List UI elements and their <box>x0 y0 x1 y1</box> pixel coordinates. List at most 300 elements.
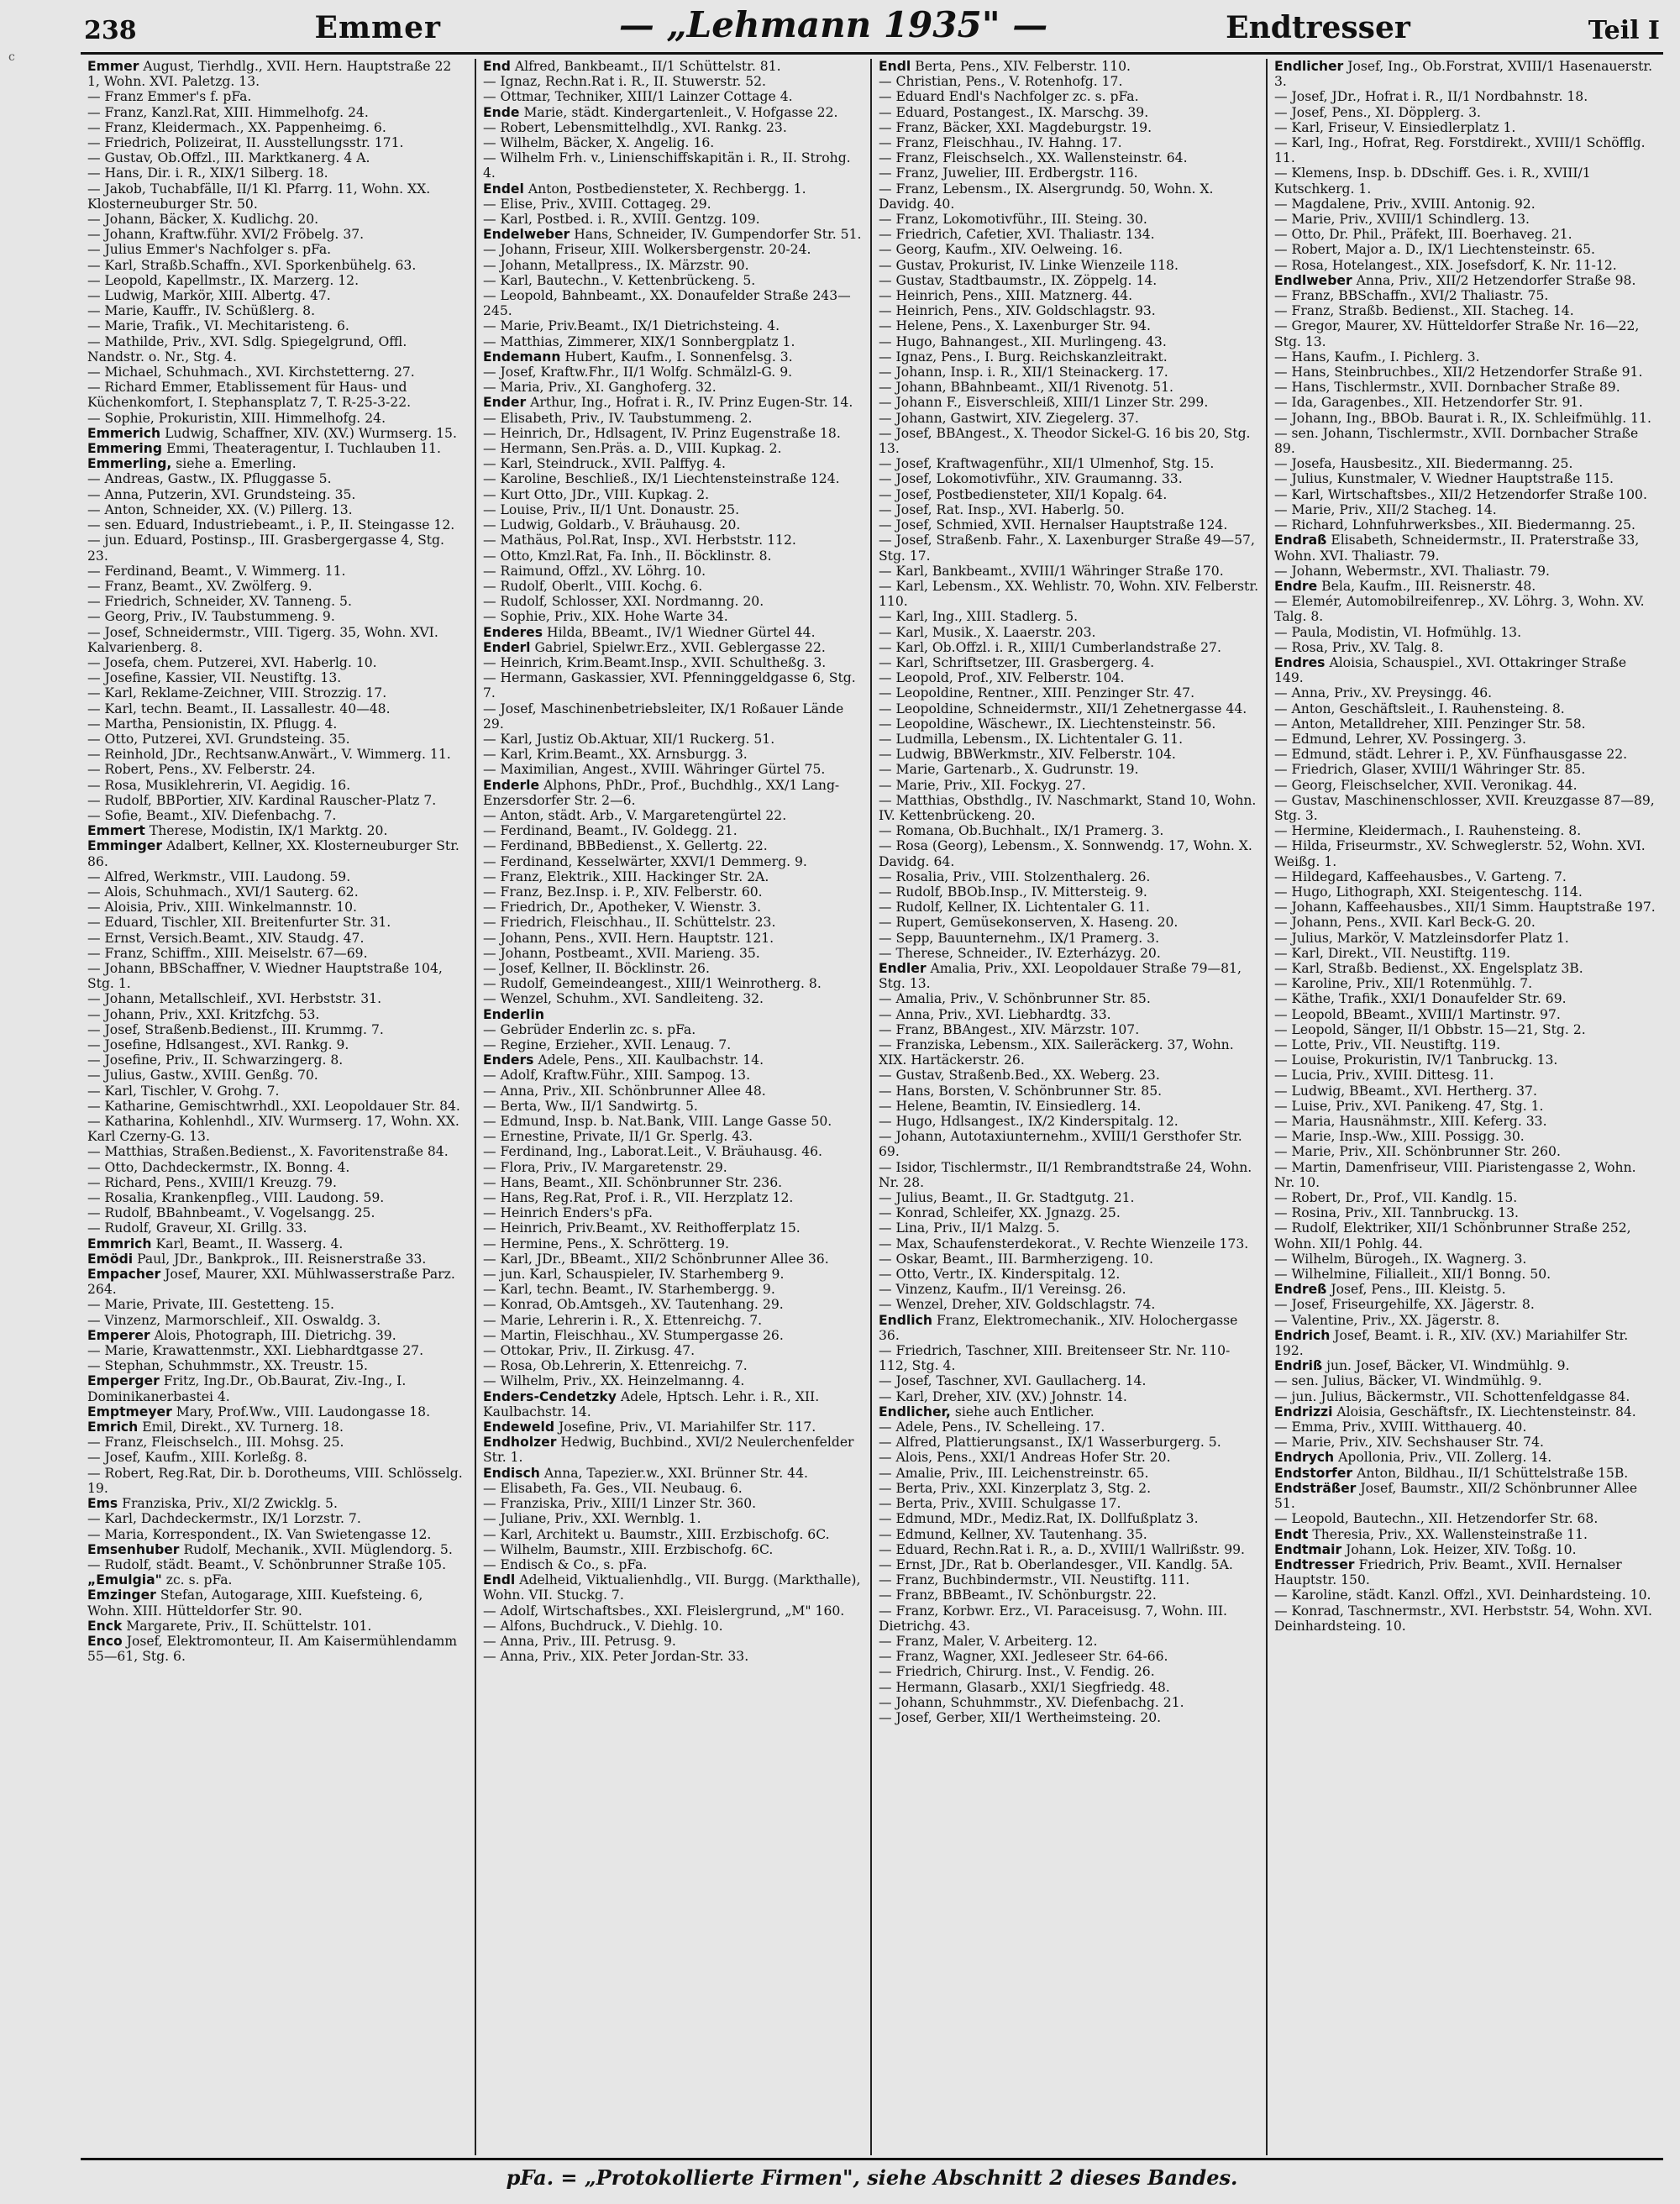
directory-entry <box>879 793 1259 823</box>
directory-entry <box>1274 227 1656 242</box>
directory-entry <box>483 1419 864 1435</box>
entry-text: — Johann F., Eisverschleiß, XIII/1 Linzer Str. 299. <box>879 395 1209 411</box>
entry-text: — Maria, Korrespondent., IX. Van Swietengasse 12. <box>87 1526 432 1542</box>
entry-text: — Edmund, städt. Lehrer i. P., XV. Fünfhausgasse 22. <box>1274 747 1628 763</box>
entry-text: — Hermann, Glasarb., XXI/1 Siegfriedg. 48. <box>879 1679 1170 1695</box>
directory-entry <box>1274 1557 1656 1587</box>
entry-text: Bela, Kaufm., III. Reisnerstr. 48. <box>1321 578 1536 594</box>
entry-text: — Klemens, Insp. b. DDschiff. Ges. i. R., XVIII/1 Kutschkerg. 1. <box>1274 165 1591 197</box>
entry-text: — Franz, BBBeamt., IV. Schönburgstr. 22. <box>879 1587 1157 1603</box>
entry-text: — Josef, Lokomotivführ., XIV. Graumanng. 33. <box>879 471 1183 487</box>
entry-text: — Franz, Beamt., XV. Zwölferg. 9. <box>87 578 312 594</box>
directory-entry <box>879 838 1259 868</box>
directory-entry <box>483 411 864 426</box>
directory-entry <box>879 1007 1259 1022</box>
entry-surname: Endraß <box>1274 533 1327 548</box>
entry-surname: Endrich <box>1274 1327 1331 1343</box>
entry-surname: Endres <box>1274 654 1326 670</box>
entry-text: — Mathilde, Priv., XVI. Sdlg. Spiegelgrund, Offl. Nandstr. o. Nr., Stg. 4. <box>87 333 407 365</box>
directory-entry <box>87 1037 468 1052</box>
directory-entry <box>879 1404 1259 1419</box>
entry-text: — Otto, Kmzl.Rat, Fa. Inh., II. Böcklinstr. 8. <box>483 548 772 564</box>
directory-entry <box>1274 931 1656 946</box>
directory-entry <box>87 915 468 930</box>
directory-entry <box>483 227 864 242</box>
entry-text: — Karoline, Beschließ., IX/1 Liechtensteinstraße 124. <box>483 471 840 487</box>
entry-surname: Endlicher <box>1274 59 1344 74</box>
directory-entry <box>879 1099 1259 1114</box>
entry-text: — Karl, techn. Beamt., II. Lassallestr. 40—48. <box>87 701 391 716</box>
entry-text: — Josef, Straßenb. Fahr., X. Laxenburger Straße 49—57, Stg. 17. <box>879 533 1255 564</box>
entry-text: — Rudolf, Elektriker, XII/1 Schönbrunner Straße 252, Wohn. XII/1 Pohlg. 44. <box>1274 1220 1631 1252</box>
entry-text: — Johann, Insp. i. R., XII/1 Steinackerg. 17. <box>879 365 1168 380</box>
entry-text: — Max, Schaufensterdekorat., V. Rechte Wienzeile 173. <box>879 1236 1249 1252</box>
entry-text: — Alfred, Plattierungsanst., IX/1 Wasserburgerg. 5. <box>879 1435 1221 1451</box>
directory-entry <box>483 1205 864 1220</box>
directory-entry <box>1274 1511 1656 1526</box>
directory-entry <box>483 1496 864 1511</box>
directory-entry <box>483 1343 864 1358</box>
directory-entry <box>879 1511 1259 1526</box>
directory-entry <box>87 869 468 884</box>
directory-entry <box>879 120 1259 135</box>
entry-text: — Georg, Fleischselcher, XVII. Veronikag. 44. <box>1274 777 1578 793</box>
directory-entry <box>483 1252 864 1267</box>
directory-entry <box>87 471 468 486</box>
entry-text: — Anton, Schneider, XX. (V.) Pillerg. 13. <box>87 501 353 517</box>
directory-entry <box>87 533 468 563</box>
entry-text: — Rudolf, Graveur, XI. Grillg. 33. <box>87 1220 307 1236</box>
header-part: Teil I <box>1588 16 1660 45</box>
entry-text: — Friedrich, Cafetier, XVI. Thaliastr. 134. <box>879 227 1155 243</box>
entry-text: — Josef, Maschinenbetriebsleiter, IX/1 Roßauer Lände 29. <box>483 701 844 732</box>
directory-entry <box>483 625 864 640</box>
entry-text: — Rudolf, Gemeindeangest., XIII/1 Weinrotherg. 8. <box>483 976 822 992</box>
directory-entry <box>1274 747 1656 762</box>
directory-entry <box>1274 640 1656 655</box>
directory-entry <box>483 273 864 288</box>
directory-entry <box>1274 1114 1656 1129</box>
entry-text: — Richard Emmer, Etablissement für Haus- und Küchenkomfort, I. Stephansplatz 7, T. R-25-3-22. <box>87 380 412 411</box>
directory-entry <box>1274 533 1656 563</box>
entry-text: — Franz, Maler, V. Arbeiterg. 12. <box>879 1633 1098 1649</box>
entry-text: — Josef, JDr., Hofrat i. R., II/1 Nordbahnstr. 18. <box>1274 89 1588 105</box>
entry-text: — Rudolf, BBahnbeamt., V. Vogelsangg. 25. <box>87 1205 375 1221</box>
entry-surname: Emperger <box>87 1373 160 1389</box>
entry-text: — Konrad, Ob.Amtsgeh., XV. Tautenhang. 29. <box>483 1297 784 1313</box>
entry-text: — Helene, Beamtin, IV. Einsiedlerg. 14. <box>879 1098 1142 1114</box>
entry-text: — Ludmilla, Lebensm., IX. Lichtentaler G. 11. <box>879 731 1184 747</box>
directory-entry <box>87 1022 468 1037</box>
entry-text: — Karl, JDr., BBeamt., XII/2 Schönbrunner Allee 36. <box>483 1251 829 1267</box>
entry-text: — Karl, Krim.Beamt., XX. Arnsburgg. 3. <box>483 747 748 763</box>
directory-entry <box>483 533 864 548</box>
entry-text: — Anna, Priv., XII. Schönbrunner Allee 48. <box>483 1083 766 1099</box>
entry-text: — Johann, Ing., BBOb. Baurat i. R., IX. Schleifmühlg. 11. <box>1274 410 1651 426</box>
entry-text: — Rosa, Musiklehrerin, VI. Aegidig. 16. <box>87 777 351 793</box>
entry-text: — Karl, Ob.Offzl. i. R., XIII/1 Cumberlandstraße 27. <box>879 639 1221 655</box>
entry-text: Alfred, Bankbeamt., II/1 Schüttelstr. 81. <box>514 59 781 74</box>
entry-text: — Flora, Priv., IV. Margaretenstr. 29. <box>483 1159 727 1175</box>
directory-entry <box>87 120 468 135</box>
directory-entry <box>879 747 1259 762</box>
entry-text: — Ludwig, BBWerkmstr., XIV. Felberstr. 104. <box>879 747 1176 763</box>
entry-surname: Ems <box>87 1496 118 1512</box>
entry-surname: Endler <box>879 960 927 976</box>
directory-entry <box>483 1511 864 1526</box>
column-4 <box>1268 59 1663 2155</box>
entry-text: — Alois, Pens., XXI/1 Andreas Hofer Str. 20. <box>879 1450 1171 1466</box>
entry-text: — Leopold, Prof., XIV. Felberstr. 104. <box>879 670 1125 686</box>
directory-entry <box>1274 487 1656 502</box>
entry-text: — Marie, Trafik., VI. Mechitaristeng. 6. <box>87 318 349 334</box>
directory-entry <box>1274 273 1656 288</box>
entry-surname: Enderes <box>483 624 543 640</box>
directory-entry <box>483 1220 864 1236</box>
entry-text: Adele, Pens., XII. Kaulbachstr. 14. <box>538 1052 764 1068</box>
directory-entry <box>1274 701 1656 716</box>
directory-entry <box>879 227 1259 242</box>
directory-entry <box>87 1634 468 1664</box>
directory-entry <box>483 1527 864 1542</box>
entry-text: — Franz, Wagner, XXI. Jedleseer Str. 64-66. <box>879 1649 1168 1665</box>
entry-text: — Heinrich, Pens., XIV. Goldschlagstr. 93. <box>879 303 1156 319</box>
entry-text: — Karl, Steindruck., XVII. Palffyg. 4. <box>483 456 726 472</box>
directory-entry <box>483 991 864 1006</box>
entry-surname: Endstorfer <box>1274 1465 1353 1481</box>
directory-entry <box>879 1220 1259 1236</box>
directory-entry <box>87 594 468 609</box>
entry-text: — Amalia, Priv., V. Schönbrunner Str. 85. <box>879 991 1151 1007</box>
directory-entry <box>483 395 864 410</box>
entry-text: — Marie, Gartenarb., X. Gudrunstr. 19. <box>879 762 1139 778</box>
directory-entry <box>879 1313 1259 1343</box>
entry-text: — Hans, Beamt., XII. Schönbrunner Str. 236. <box>483 1174 783 1190</box>
directory-entry <box>87 1466 468 1496</box>
directory-entry <box>483 1007 864 1022</box>
margin-mark: c <box>8 50 15 64</box>
entry-text: — Ottokar, Priv., II. Zirkusg. 47. <box>483 1343 696 1359</box>
directory-entry <box>483 1144 864 1159</box>
directory-entry <box>1274 105 1656 120</box>
directory-entry <box>879 1252 1259 1267</box>
entry-text: — Josef, Kraftwagenführ., XII/1 Ulmenhof, Stg. 15. <box>879 456 1215 472</box>
entry-text: — Berta, Ww., II/1 Sandwirtg. 5. <box>483 1098 698 1114</box>
entry-text: — Alois, Schuhmach., XVI/1 Sauterg. 62. <box>87 884 359 900</box>
directory-entry <box>1274 1084 1656 1099</box>
directory-entry <box>1274 976 1656 991</box>
directory-entry <box>87 685 468 701</box>
entry-text: — Katharine, Gemischtwrhdl., XXI. Leopoldauer Str. 84. <box>87 1098 460 1114</box>
entry-text: — Karl, Reklame-Zeichner, VIII. Strozzig. 17. <box>87 685 387 701</box>
directory-entry <box>879 426 1259 456</box>
entry-text: — Karl, Bankbeamt., XVIII/1 Währinger Straße 170. <box>879 563 1224 579</box>
entry-text: — Marie, Krawattenmstr., XXI. Liebhardtgasse 27. <box>87 1343 424 1359</box>
entry-text: — Leopold, BBeamt., XVIII/1 Martinstr. 97. <box>1274 1006 1561 1022</box>
entry-text: — Gustav, Stadtbaumstr., IX. Zöppelg. 14. <box>879 272 1158 288</box>
directory-entry <box>879 931 1259 946</box>
entry-text: — Valentine, Priv., XX. Jägerstr. 8. <box>1274 1312 1500 1328</box>
directory-entry <box>87 212 468 227</box>
entry-text: — Leopoldine, Rentner., XIII. Penzinger Str. 47. <box>879 685 1195 701</box>
entry-text: — Michael, Schuhmach., XVI. Kirchstetterng. 27. <box>87 365 415 380</box>
entry-text: — Franz, Fleischselch., XX. Wallensteinstr. 64. <box>879 150 1188 166</box>
entry-surname: „Emulgia" <box>87 1572 162 1588</box>
entry-text: — Hermine, Pens., X. Schrötterg. 19. <box>483 1236 729 1252</box>
entry-text: — Gustav, Ob.Offzl., III. Marktkanerg. 4 A. <box>87 150 370 166</box>
entry-surname: Ende <box>483 104 520 120</box>
directory-entry <box>1274 991 1656 1006</box>
entry-text: — Eduard Endl's Nachfolger zc. s. pFa. <box>879 89 1139 105</box>
directory-entry <box>483 1052 864 1068</box>
directory-entry <box>483 1099 864 1114</box>
entry-text: — Maria, Hausnähmstr., XIII. Keferg. 33. <box>1274 1114 1547 1130</box>
entry-text: — Gustav, Maschinenschlosser, XVII. Kreuzgasse 87—89, Stg. 3. <box>1274 792 1655 823</box>
directory-entry <box>1274 625 1656 640</box>
directory-entry <box>483 1557 864 1572</box>
entry-surname: Emödi <box>87 1251 134 1267</box>
entry-text: — Franz, Juwelier, III. Erdbergstr. 116. <box>879 165 1138 181</box>
footer-note: pFa. = „Protokollierte Firmen", siehe Abschnitt 2 dieses Bandes. <box>506 2165 1238 2190</box>
directory-entry <box>879 1664 1259 1679</box>
entry-surname: Enders <box>483 1052 534 1068</box>
entry-text: — Edmund, MDr., Mediz.Rat, IX. Dollfußplatz 3. <box>879 1511 1199 1527</box>
directory-entry <box>87 655 468 670</box>
entry-text: — Elisabeth, Priv., IV. Taubstummeng. 2. <box>483 410 753 426</box>
entry-text: — Rosina, Priv., XII. Tannbruckg. 13. <box>1274 1205 1519 1221</box>
directory-entry <box>87 1205 468 1220</box>
directory-entry <box>483 961 864 976</box>
directory-entry <box>879 1068 1259 1083</box>
directory-entry <box>87 1511 468 1526</box>
directory-entry <box>1274 1282 1656 1297</box>
entry-text: — Hilda, Friseurmstr., XV. Schweglerstr. 52, Wohn. XVI. Weißg. 1. <box>1274 838 1646 869</box>
entry-text: — Ludwig, Goldarb., V. Bräuhausg. 20. <box>483 517 741 533</box>
directory-entry <box>87 181 468 212</box>
entry-text: — Karl, Lebensm., XX. Wehlistr. 70, Wohn. XIV. Felberstr. 110. <box>879 578 1259 610</box>
entry-surname: Endeweld <box>483 1419 554 1435</box>
entry-text: — Franz Emmer's f. pFa. <box>87 89 252 105</box>
directory-entry <box>483 456 864 471</box>
entry-text: — Maria, Priv., XI. Ganghoferg. 32. <box>483 380 717 396</box>
entry-surname: Endelweber <box>483 227 570 243</box>
entry-text: — Franz, Buchbindermstr., VII. Neustiftg. 111. <box>879 1572 1190 1588</box>
entry-surname: Endt <box>1274 1526 1309 1542</box>
directory-entry <box>87 1267 468 1297</box>
entry-text: — Mathäus, Pol.Rat, Insp., XVI. Herbststr. 112. <box>483 533 796 548</box>
entry-text: — Leopold, Bahnbeamt., XX. Donaufelder Straße 243—245. <box>483 288 851 319</box>
entry-text: — Franziska, Lebensm., XIX. Saileräckerg. 37, Wohn. XIX. Hartäckerstr. 26. <box>879 1037 1234 1068</box>
entry-text: Hedwig, Buchbind., XVI/2 Neulerchenfelder Str. 1. <box>483 1435 854 1466</box>
directory-entry <box>879 991 1259 1006</box>
directory-entry <box>879 502 1259 517</box>
entry-surname: Endtmair <box>1274 1541 1342 1557</box>
directory-entry <box>483 1297 864 1312</box>
directory-entry <box>87 1252 468 1267</box>
entry-text: — Hugo, Lithograph, XXI. Steigenteschg. 114. <box>1274 884 1583 900</box>
directory-entry <box>87 1450 468 1465</box>
entry-text: — jun. Julius, Bäckermstr., VII. Schottenfeldgasse 84. <box>1274 1388 1630 1404</box>
entry-text: — Wilhelm, Bäcker, X. Angelig. 16. <box>483 135 715 151</box>
directory-entry <box>1274 1022 1656 1037</box>
directory-entry <box>483 1129 864 1144</box>
entry-text: — Marie, Private, III. Gestetteng. 15. <box>87 1297 334 1313</box>
directory-entry <box>1274 1144 1656 1159</box>
directory-entry <box>87 793 468 808</box>
entry-text: — Christian, Pens., V. Rotenhofg. 17. <box>879 74 1123 90</box>
entry-text: — Johann, Postbeamt., XVII. Marieng. 35. <box>483 945 760 961</box>
entry-text: — Wilhelm, Priv., XX. Heinzelmanng. 4. <box>483 1373 745 1389</box>
directory-entry <box>87 1068 468 1083</box>
entry-text: — Karl, Straßb. Bedienst., XX. Engelsplatz 3B. <box>1274 960 1583 976</box>
entry-text: — Heinrich, Pens., XIII. Matznerg. 44. <box>879 288 1133 304</box>
entry-text: — Sepp, Bauunternehm., IX/1 Pramerg. 3. <box>879 930 1160 946</box>
directory-entry <box>1274 823 1656 838</box>
entry-text: — Franz, Fleischhau., IV. Hahng. 17. <box>879 135 1122 151</box>
entry-text: — Karl, Postbed. i. R., XVIII. Gentzg. 109. <box>483 212 760 228</box>
directory-entry <box>879 1129 1259 1159</box>
entry-text: — Josefa, Hausbesitz., XII. Biedermanng. 25. <box>1274 456 1573 472</box>
entry-text: — Wilhelm, Bürogeh., IX. Wagnerg. 3. <box>1274 1251 1527 1267</box>
directory-entry <box>1274 793 1656 823</box>
directory-entry <box>1274 778 1656 793</box>
directory-entry <box>87 946 468 961</box>
entry-text: — Anton, Geschäftsleit., I. Rauhensteing. 8. <box>1274 701 1565 716</box>
entry-text: — Martha, Pensionistin, IX. Pflugg. 4. <box>87 716 338 732</box>
directory-entry <box>483 105 864 120</box>
entry-text: Berta, Pens., XIV. Felberstr. 110. <box>915 59 1131 74</box>
entry-text: — Ernst, JDr., Rat b. Oberlandesger., VII. Kandlg. 5A. <box>879 1556 1233 1572</box>
entry-text: — Marie, Lehrerin i. R., X. Ettenreichg. 7. <box>483 1312 763 1328</box>
entry-text: — Karl, techn. Beamt., IV. Starhembergg. 9. <box>483 1282 775 1298</box>
directory-entry <box>879 762 1259 777</box>
entry-text: — Anna, Priv., XVI. Liebhardtg. 33. <box>879 1006 1111 1022</box>
entry-surname: Endriß <box>1274 1358 1323 1374</box>
directory-entry <box>483 59 864 74</box>
entry-text: — Johann, Bäcker, X. Kudlichg. 20. <box>87 212 319 228</box>
entry-surname: Endlweber <box>1274 272 1352 288</box>
entry-text: Johann, Lok. Heizer, XIV. Toßg. 10. <box>1346 1541 1577 1557</box>
directory-entry <box>483 181 864 197</box>
header-rule <box>81 52 1663 55</box>
entry-text: — Josefine, Priv., II. Schwarzingerg. 8. <box>87 1052 344 1068</box>
entry-text: — Josefine, Kassier, VII. Neustiftg. 13. <box>87 670 342 686</box>
directory-entry <box>879 701 1259 716</box>
directory-entry <box>483 946 864 961</box>
entry-surname: Endre <box>1274 578 1318 594</box>
directory-entry <box>87 1373 468 1404</box>
entry-text: — Louise, Prokuristin, IV/1 Tanbruckg. 13. <box>1274 1052 1558 1068</box>
directory-entry <box>879 258 1259 273</box>
directory-entry <box>87 334 468 365</box>
entry-text: — Karl, Wirtschaftsbes., XII/2 Hetzendorfer Straße 100. <box>1274 486 1647 502</box>
entry-text: — Josef, Friseurgehilfe, XX. Jägerstr. 8. <box>1274 1297 1535 1313</box>
directory-entry <box>483 701 864 732</box>
entry-text: — Johann, Metallschleif., XVI. Herbststr. 31. <box>87 991 382 1007</box>
directory-entry <box>1274 1419 1656 1435</box>
entry-text: — Karl, Architekt u. Baumstr., XIII. Erzbischofg. 6C. <box>483 1526 830 1542</box>
directory-entry <box>879 1680 1259 1695</box>
entry-text: — Therese, Schneider., IV. Ezterházyg. 20. <box>879 945 1161 961</box>
entry-text: — Otto, Dachdeckermstr., IX. Bonng. 4. <box>87 1159 350 1175</box>
entry-text: — Karl, Dreher, XIV. (XV.) Johnstr. 14. <box>879 1388 1127 1404</box>
directory-entry <box>483 1037 864 1052</box>
directory-entry <box>483 1236 864 1252</box>
entry-text: — Ottmar, Techniker, XIII/1 Lainzer Cottage 4. <box>483 89 793 105</box>
entry-text: — Karl, Straßb.Schaffn., XVI. Sporkenbühelg. 63. <box>87 257 417 273</box>
directory-entry <box>1274 242 1656 257</box>
entry-text: — Leopold, Kapellmstr., IX. Marzerg. 12. <box>87 272 360 288</box>
entry-text: — Johann, Friseur, XIII. Wolkersbergenstr. 20-24. <box>483 242 811 258</box>
directory-entry <box>483 655 864 670</box>
entry-text: — Anna, Priv., XV. Preysingg. 46. <box>1274 685 1493 701</box>
directory-entry <box>879 670 1259 685</box>
entry-text: — Rosa, Hotelangest., XIX. Josefsdorf, K. Nr. 11-12. <box>1274 257 1617 273</box>
directory-entry <box>879 1587 1259 1603</box>
directory-entry <box>87 762 468 777</box>
directory-entry <box>1274 1466 1656 1481</box>
entry-text: Anna, Priv., XII/2 Hetzendorfer Straße 98. <box>1356 272 1636 288</box>
entry-text: — Lina, Priv., II/1 Malzg. 5. <box>879 1220 1060 1236</box>
directory-entry <box>879 487 1259 502</box>
directory-entry <box>87 838 468 868</box>
directory-entry <box>1274 579 1656 594</box>
entry-text: — Josef, Gerber, XII/1 Wertheimsteing. 20. <box>879 1709 1162 1725</box>
directory-entry <box>879 1373 1259 1388</box>
directory-entry <box>87 778 468 793</box>
entry-text: — Juliane, Priv., XXI. Wernblg. 1. <box>483 1511 701 1527</box>
directory-entry <box>483 441 864 456</box>
directory-entry <box>1274 258 1656 273</box>
entry-text: — Matthias, Obsthdlg., IV. Naschmarkt, Stand 10, Wohn. IV. Kettenbrückeng. 20. <box>879 792 1257 823</box>
directory-entry <box>483 1358 864 1373</box>
directory-entry <box>87 931 468 946</box>
entry-text: — Berta, Priv., XXI. Kinzerplatz 3, Stg. 2. <box>879 1480 1152 1496</box>
directory-entry <box>879 1084 1259 1099</box>
entry-text: Marie, städt. Kindergartenleit., V. Hofgasse 22. <box>523 104 838 120</box>
page-footer <box>81 2158 1663 2194</box>
entry-surname: Emsenhuber <box>87 1541 180 1557</box>
directory-entry <box>87 1343 468 1358</box>
entry-text: — Franz, Kleidermach., XX. Pappenheimg. 6. <box>87 119 386 135</box>
directory-entry <box>879 1603 1259 1634</box>
entry-surname: Enco <box>87 1633 123 1649</box>
entry-text: — Josef, Pens., XI. Döpplerg. 3. <box>1274 104 1481 120</box>
entry-text: Margarete, Priv., II. Schüttelstr. 101. <box>126 1618 372 1634</box>
column-2 <box>476 59 872 2155</box>
directory-entry <box>1274 1542 1656 1557</box>
entry-surname: Emmering <box>87 441 163 457</box>
entry-surname: Emptmeyer <box>87 1404 172 1419</box>
entry-text: — Johann, BBSchaffner, V. Wiedner Hauptstraße 104, Stg. 1. <box>87 960 443 992</box>
directory-entry <box>1274 1404 1656 1419</box>
directory-entry <box>1274 594 1656 624</box>
directory-entry <box>87 365 468 380</box>
directory-entry <box>483 365 864 380</box>
directory-entry <box>483 732 864 747</box>
entry-text: — Franz, Bäcker, XXI. Magdeburgstr. 19. <box>879 119 1152 135</box>
directory-entry <box>483 778 864 808</box>
entry-surname: Endl <box>879 59 911 74</box>
entry-text: — Josef, Postbediensteter, XII/1 Kopalg. 64. <box>879 486 1168 502</box>
directory-entry <box>483 808 864 823</box>
directory-entry <box>87 1099 468 1114</box>
entry-text: — Karl, Ing., Hofrat, Reg. Forstdirekt., XVIII/1 Schöfflg. 11. <box>1274 135 1646 166</box>
page-number: 238 <box>84 16 137 45</box>
directory-entry <box>1274 1328 1656 1358</box>
directory-entry <box>483 564 864 579</box>
directory-entry <box>483 838 864 853</box>
